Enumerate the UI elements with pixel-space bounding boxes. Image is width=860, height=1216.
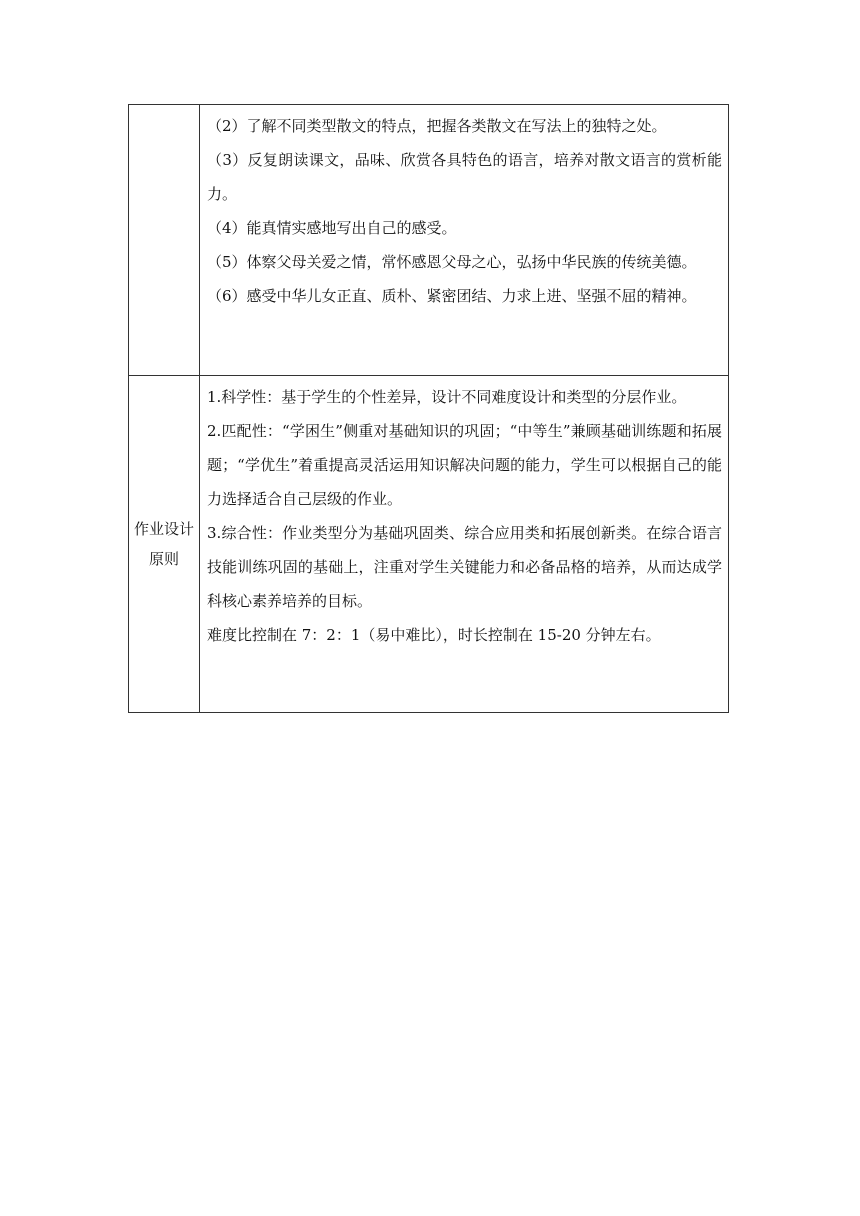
principle-item: 2.匹配性：“学困生”侧重对基础知识的巩固；“中等生”兼顾基础训练题和拓展题；“学优生”着重提高灵活运用知识解决问题的能力，学生可以根据自己的能力选择适合自己层级的作业。 (207, 422, 722, 508)
principle-item: 3.综合性：作业类型分为基础巩固类、综合应用类和拓展创新类。在综合语言技能训练巩固的基础上，注重对学生关键能力和必备品格的培养，从而达成学科核心素养培养的目标。 (207, 524, 722, 610)
objective-item: （2）了解不同类型散文的特点，把握各类散文在写法上的独特之处。 (207, 117, 667, 135)
row-label-cell (129, 376, 200, 713)
principle-item: 难度比控制在 7：2：1（易中难比），时长控制在 15-20 分钟左右。 (207, 626, 661, 644)
objective-item: （3）反复朗读课文，品味、欣赏各具特色的语言，培养对散文语言的赏析能力。 (207, 151, 722, 203)
table-row (129, 105, 729, 376)
objective-item: （6）感受中华儿女正直、质朴、紧密团结、力求上进、坚强不屈的精神。 (207, 287, 697, 305)
objective-item: （4）能真情实感地写出自己的感受。 (207, 219, 457, 237)
principles-cell (200, 376, 729, 713)
objective-item: （5）体察父母关爱之情，常怀感恩父母之心，弘扬中华民族的传统美德。 (207, 253, 697, 271)
row-label-cell (129, 105, 200, 376)
objectives-cell (200, 105, 729, 376)
homework-design-table (128, 104, 729, 713)
principle-item: 1.科学性：基于学生的个性差异，设计不同难度设计和类型的分层作业。 (207, 388, 687, 406)
table-row (129, 376, 729, 713)
row-label-design-principles: 作业设计原则 (133, 520, 194, 568)
